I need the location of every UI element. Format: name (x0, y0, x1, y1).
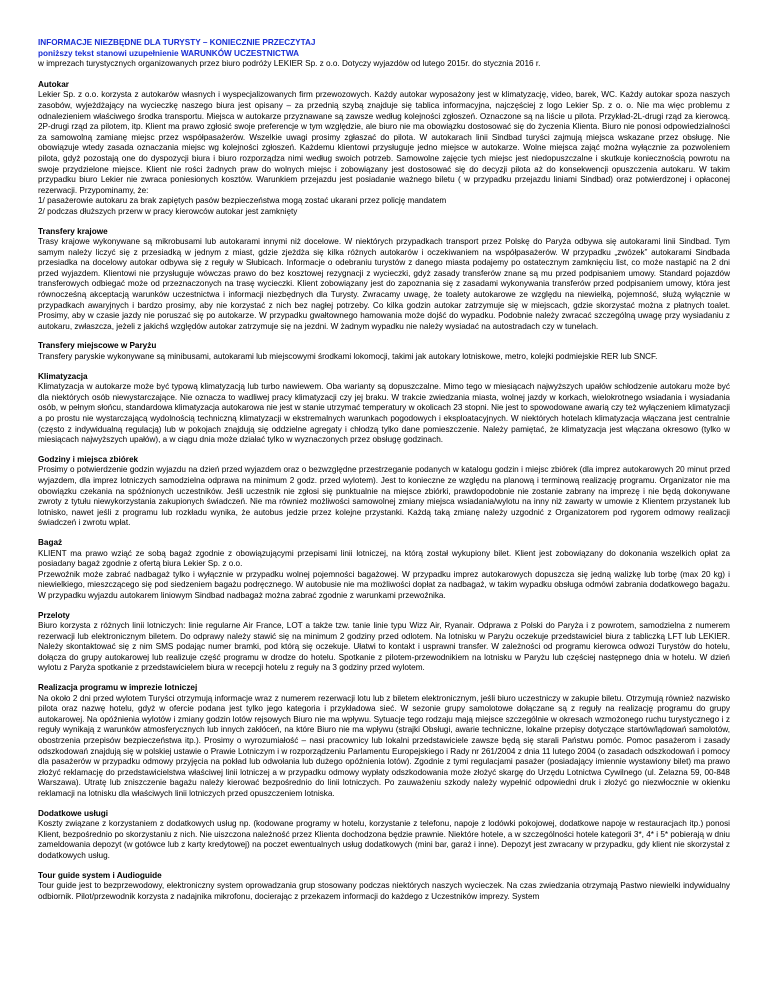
section (38, 809, 730, 862)
section (38, 341, 730, 362)
section-paragraph: Przewoźnik może zabrać nadbagaż tylko i wyłącznie w przypadku wolnej pojemności bagażowej. W przypadku imprez autokarowych dopuszcza się jedną walizkę lub torbę (max 20 kg) i niewielkiego, mieszczącego się pod siedzeniem bagażu podręcznego. W autobusie nie ma możliwości dopłat za nadbagaż, w takim wypadku obsługa odmówi zabrania dodatkowego bagażu. W przypadku wyjazdu autokarem liniowym Sindbad nadbagaż można zabrać zgodnie z warunkami przewoźnika. (38, 569, 730, 600)
section (38, 538, 730, 602)
section-paragraph: Klimatyzacja w autokarze może być typową klimatyzacją lub turbo nawiewem. Oba warianty są dopuszczalne. Mimo tego w miesiącach najwyższych upałów schłodzenie autokaru może być dla niektórych osób niewystarczające. Nie oznacza to wadliwej pracy klimatyzacji czy jej braku. W trakcie zwiedzania miasta, wolnej jazdy w korkach, wielokrotnego wsiadania i wysiadania osób, w pełnym słońcu, standardowa klimatyzacja autokarowa nie jest w stanie utrzymać temperatury w okolicach 23 stopni. Nie jest to spowodowane awarią czy też wyłączeniem klimatyzacji a po prostu nie wystarczającą wydolnością techniczną klimatyzacji w ekstremalnych warunkach pogodowych i eksploatacyjnych. W niektórych hotelach klimatyzacja włączana jest centralnie (często z indywidualną regulacją) lub w pokojach znajdują się oddzielne agregaty i chłodzą tylko dane pomieszczenie. Należy pamiętać, że klimatyzacja jest włączana okresowo (tylko w miesiącach najwyższych upałów), a w ciągu dnia może działać tylko w wyznaczonych przez obsługę godzinach. (38, 382, 730, 445)
section (38, 611, 730, 675)
section (38, 80, 730, 218)
section-paragraph: 1/ pasażerowie autokaru za brak zapiętych pasów bezpieczeństwa mogą zostać ukarani przez policję mandatem (38, 196, 447, 206)
section-title: Tour guide system i Audioguide (38, 870, 162, 880)
section-paragraph: Koszty związane z korzystaniem z dodatkowych usług np. (kodowane programy w hotelu, korzystanie z telefonu, napoje z lodówki pokojowej, dodatkowe napoje w restauracjach itp.) ponosi Klient, bezpośrednio po skorzystaniu z nich. Nie uiszczona należność przez Klienta dochodzona będzie prawnie. Niektóre hotele, a w szczególności hotele kategorii 3*, 4* i 5* pobierają w dniu zameldowania depozyt (w gotówce lub z karty kredytowej) na poczet ewentualnych usług dodatkowych (mini bar, garaż i inne). Depozyt jest zwracany w przypadku, gdy klient nie skorzystał z dodatkowych usług. (38, 819, 730, 860)
section-title: Transfery miejscowe w Paryżu (38, 341, 157, 351)
section-title: Transfery krajowe (38, 226, 108, 236)
section (38, 227, 730, 333)
header-subtitle: poniższy tekst stanowi uzupełnienie WARUNKÓW UCZESTNICTWA (38, 48, 300, 58)
section (38, 871, 730, 903)
section-paragraph: Lekier Sp. z o.o. korzysta z autokarów własnych i wyspecjalizowanych firm przewozowych. Każdy autokar wyposażony jest w klimatyzację, video, barek, WC. Każdy autokar spoza naszych zasobów, wyjeżdżający na wycieczkę naszego biura jest opisany – za przednią szybą znajduje się tablica informacyjna, najczęściej z logo Lekier Sp. z o. o. Nie ma więc problemu z odnalezieniem właściwego środka transportu. Miejsca w autokarze przyznawane są zawsze według kolejności zgłoszeń. Oznaczone są na liście u pilota. Przykład-2L-drugi rząd za kierowcą. 2P-drugi rząd za pilotem, itp. Klient ma prawo zgłosić swoje preferencje w tym względzie, ale biuro nie ma obowiązku dostosować się do życzenia Klienta. Biuro nie ponosi odpowiedzialności za samowolną zamianę miejsc przez współpasażerów. Wszelkie uwagi prosimy zgłaszać do pilota. W autokarach linii Sindbad turyści zajmują miejsca wskazane przez obsługę. Nie obowiązuje wtedy zasada oznaczania miejsc wg kolejności zgłoszeń. Każdemu klientowi przysługuje jedno miejsce w autokarze. Wolne miejsca zająć można wyłącznie za pozwoleniem pilota, gdyż pozostają one do dyspozycji biura i biuro rozporządza nimi według swoich potrzeb. Samowolne zajęcie tych miejsc jest niedopuszczalne i skutkuje koniecznością powrotu na swoje przydzielone miejsce. Klient nie rości żadnych praw do wolnych miejsc i zobowiązany jest dostosować się do decyzji pilota aż do konsekwencji opuszczenia autokaru. W takim przypadku biuro Lekier nie zwraca poniesionych kosztów. Warunkiem przejazdu jest posiadanie ważnego biletu ( w przypadku przejazdu liniami Sindbad) oraz potwierdzonej i opłaconej rezerwacji. Przypominamy, że: (38, 90, 730, 195)
document-page (38, 38, 730, 911)
section (38, 683, 730, 800)
section-paragraph: Transfery paryskie wykonywane są minibusami, autokarami lub miejscowymi środkami lokomocji, takimi jak autokary lotniskowe, metro, kolejki podmiejskie RER lub SNCF. (38, 352, 658, 362)
section-paragraph: Prosimy o potwierdzenie godzin wyjazdu na dzień przed wyjazdem oraz o bezwzględne przestrzeganie podanych w katalogu godzin i miejsc zbiórek (dla imprez autokarowych 20 minut przed wyjazdem, dla imprez lotniczych samodzielna odprawa na minimum 2 godz. przed wylotem). Jest to konieczne ze względu na planową i terminową realizację programu. Organizator nie ma obowiązku czekania na spóźnionych uczestników. Jeśli uczestnik nie zgłosi się punktualnie na miejsce zbiórki, prawdopodobnie nie zostanie zabrany na imprezę i nie będą dokonywane zwroty z tytułu niewykorzystania zakupionych świadczeń. Nie ma również możliwości samowolnej zmiany miejsca wsiadania/wylotu na inny niż zawarty w umowie z Klientem przystanek lub lotnisko, nawet jeśli z programu lub rozkładu wynika, że autobus jedzie przez kolejne przystanki. Każdą taką zmianę należy uzgodnić z Organizatorem pod rygorem odmowy realizacji świadczeń i zwrotu wpłat. (38, 465, 730, 528)
section-paragraph: Biuro korzysta z różnych linii lotniczych: linie regularne Air France, LOT a także tzw. tanie linie typu Wizz Air, Ryanair. Odprawa z Polski do Paryża i z powrotem, samodzielna z numerem rezerwacji lub elektronicznym biletem. Do odprawy należy stawić się na minimum 2 godziny przed odlotem. Na lotnisku w Paryżu oczekuje przedstawiciel biura z tabliczką LFT lub LEKIER. Należy skontaktować się z nim SMS podając numer bramki, pod którą się oczekuje. Ułatwi to kontakt i usprawni transfer. W zależności od programu kierowca odwozi Turystów do hotelu, dołącza do grupy autokarowej lub realizuje część programu w drodze do hotelu. Spotkanie z pilotem-przewodnikiem na lotnisku w Paryżu lub częściej następnego dnia w hotelu. W dzień wylotu z Paryża spotkanie z przedstawicielem biura w recepcji hotelu z reguły na 3 godziny przed wylotem. (38, 621, 730, 673)
section-paragraph: KLIENT ma prawo wziąć ze sobą bagaż zgodnie z obowiązującymi przepisami linii lotniczej, na którą został wykupiony bilet. Klient jest zobowiązany do dokonania wszelkich opłat za posiadany bagaż zgodnie z ofertą biura Lekier Sp. z o.o. (38, 548, 730, 569)
section (38, 372, 730, 446)
section-paragraph: 2/ podczas dłuższych przerw w pracy kierowców autokar jest zamknięty (38, 206, 298, 216)
section-title: Godziny i miejsca zbiórek (38, 454, 139, 464)
section-title: Dodatkowe usługi (38, 808, 109, 818)
section-title: Autokar (38, 79, 69, 89)
section-title: Realizacja programu w imprezie lotniczej (38, 683, 198, 693)
document-sections (38, 80, 730, 903)
header-scope: w imprezach turystycznych organizowanych przez biuro podróży LEKIER Sp. z o.o. Dotyczy wyjazdów od lutego 2015r. do stycznia 2016 r. (38, 59, 541, 69)
section-paragraph: Tour guide jest to bezprzewodowy, elektroniczny system oprowadzania grup stosowany podczas niektórych naszych wycieczek. Na czas zwiedzania otrzymają Pastwo niewielki indywidualny odbiornik. Pilot/przewodnik korzysta z nadajnika mikrofonu, docierając z przekazem informacji do każdego z Uczestników imprezy. System (38, 881, 730, 901)
section-title: Klimatyzacja (38, 371, 88, 381)
section-paragraph: Na około 2 dni przed wylotem Turyści otrzymują informacje wraz z numerem rezerwacji lotu lub z biletem elektronicznym, jeśli biuro uczestniczy w zakupie biletu. Otrzymują również nazwisko pilota oraz nazwę hotelu, gdyż w ofercie podana jest tylko jego kategoria i przykładowa sieć. W sezonie grupy samolotowe dołączane są z reguły na realizację programu do grupy autokarowej. Na opóźnienia wylotów i zmiany godzin lotów rejsowych Biuro nie ma wpływu. Sytuacje tego rodzaju mają miejsce szczególnie w okresach wzmożonego ruchu turystycznego i z reguły wynikają z warunków atmosferycznych lub innych zakłóceń, na które Biuro nie ma wpływu (strajki Obsługi, awarie techniczne, lokalne przepisy dotyczące startów/lądowań samolotów, obostrzenia przepisów bezpieczeństwa itp.). Prosimy o wyrozumiałość – nasi pracownicy lub lokalni przedstawiciele zawsze będą się starali Państwu pomóc. Pomoc pasażerom i zasady odszkodowań znajdują się w polskiej ustawie o Prawie Lotniczym i w rozporządzeniu Parlamentu Europejskiego i Rady nr 261/2004 z dnia 11 lutego 2004 (o zasadach odszkodowań i pomocy dla pasażerów w przypadku odmowy przyjęcia na pokład lub odwołania lub dużego opóźnienia lotów). Zgodnie z tymi regulacjami pasażer (posiadający imiennie wystawiony bilet) ma prawo złożyć reklamację do przedstawicielstwa właściwej linii lotniczej a w przypadku odmowy wypłaty odszkodowania może złożyć skargę do Urzędu Lotnictwa Cywilnego (ul. Żelazna 59, 00-848 Warszawa). Utratę lub zniszczenie bagażu należy kierować bezpośrednio do linii lotniczych. Po zauważeniu szkody należy wypełnić odpowiedni druk i złożyć go niezwłocznie w okienku reklamacji na lotnisku dla właściwych linii lotniczych przed opuszczeniem lotniska. (38, 693, 730, 798)
section-paragraph: Trasy krajowe wykonywane są mikrobusami lub autokarami innymi niż docelowe. W niektórych przypadkach transport przez Polskę do Paryża odbywa się autokarami linii Sindbad. Tym samym należy liczyć się z przesiadką w jednym z miast, gdzie zjeżdża się kilka różnych autokarów i oczekiwaniem na współpasażerów. W przypadku „zwózek” autokarami Sindbada przesiadka na docelowy autokar odbywa się z reguły w Słubicach. Informacje o odebraniu turystów z danego miasta podajemy po ostatecznym zamknięciu list, co może nastąpić na 2 dni przed wyjazdem. Klientowi nie przysługuje wówczas prawo do bez kosztowej rezygnacji z wycieczki, gdyż zasady transferów znane są mu przed podpisaniem umowy. Standard pojazdów transferowych odbiegać może od przeznaczonych na trasę wycieczki. Klient zobowiązany jest do zapoznania się z zasadami wykonywania transferów przed podpisaniem umowy, która jest równocześną akceptacją warunków uczestnictwa i informacji niezbędnych dla Turysty. Zwracamy uwagę, że toalety autokarowe ze względu na niewielką, pojemność, służą wyłącznie w przypadkach awaryjnych i bardzo prosimy, aby nie korzystać z nich bez nagłej potrzeby. Co kilka godzin autokar zatrzymuje się w miejscach, gdzie skorzystać można z płatnych toalet. Prosimy, aby w czasie jazdy nie poruszać się po autokarze. W przypadku gwałtownego hamowania może dojść do wypadku. Podobnie należy zwracać szczególną uwagę przy wysiadaniu z autokaru, zwłaszcza, jeżeli z jakichś względów autokar zatrzymuje się na jezdni. W żadnym wypadku nie należy wysiadać na autostradach czy w tunelach. (38, 237, 730, 331)
document-header (38, 38, 730, 70)
header-title: INFORMACJE NIEZBĘDNE DLA TURYSTY – KONIECZNIE PRZECZYTAJ (38, 38, 316, 47)
section-title: Przeloty (38, 610, 70, 620)
section (38, 455, 730, 529)
section-title: Bagaż (38, 537, 63, 547)
